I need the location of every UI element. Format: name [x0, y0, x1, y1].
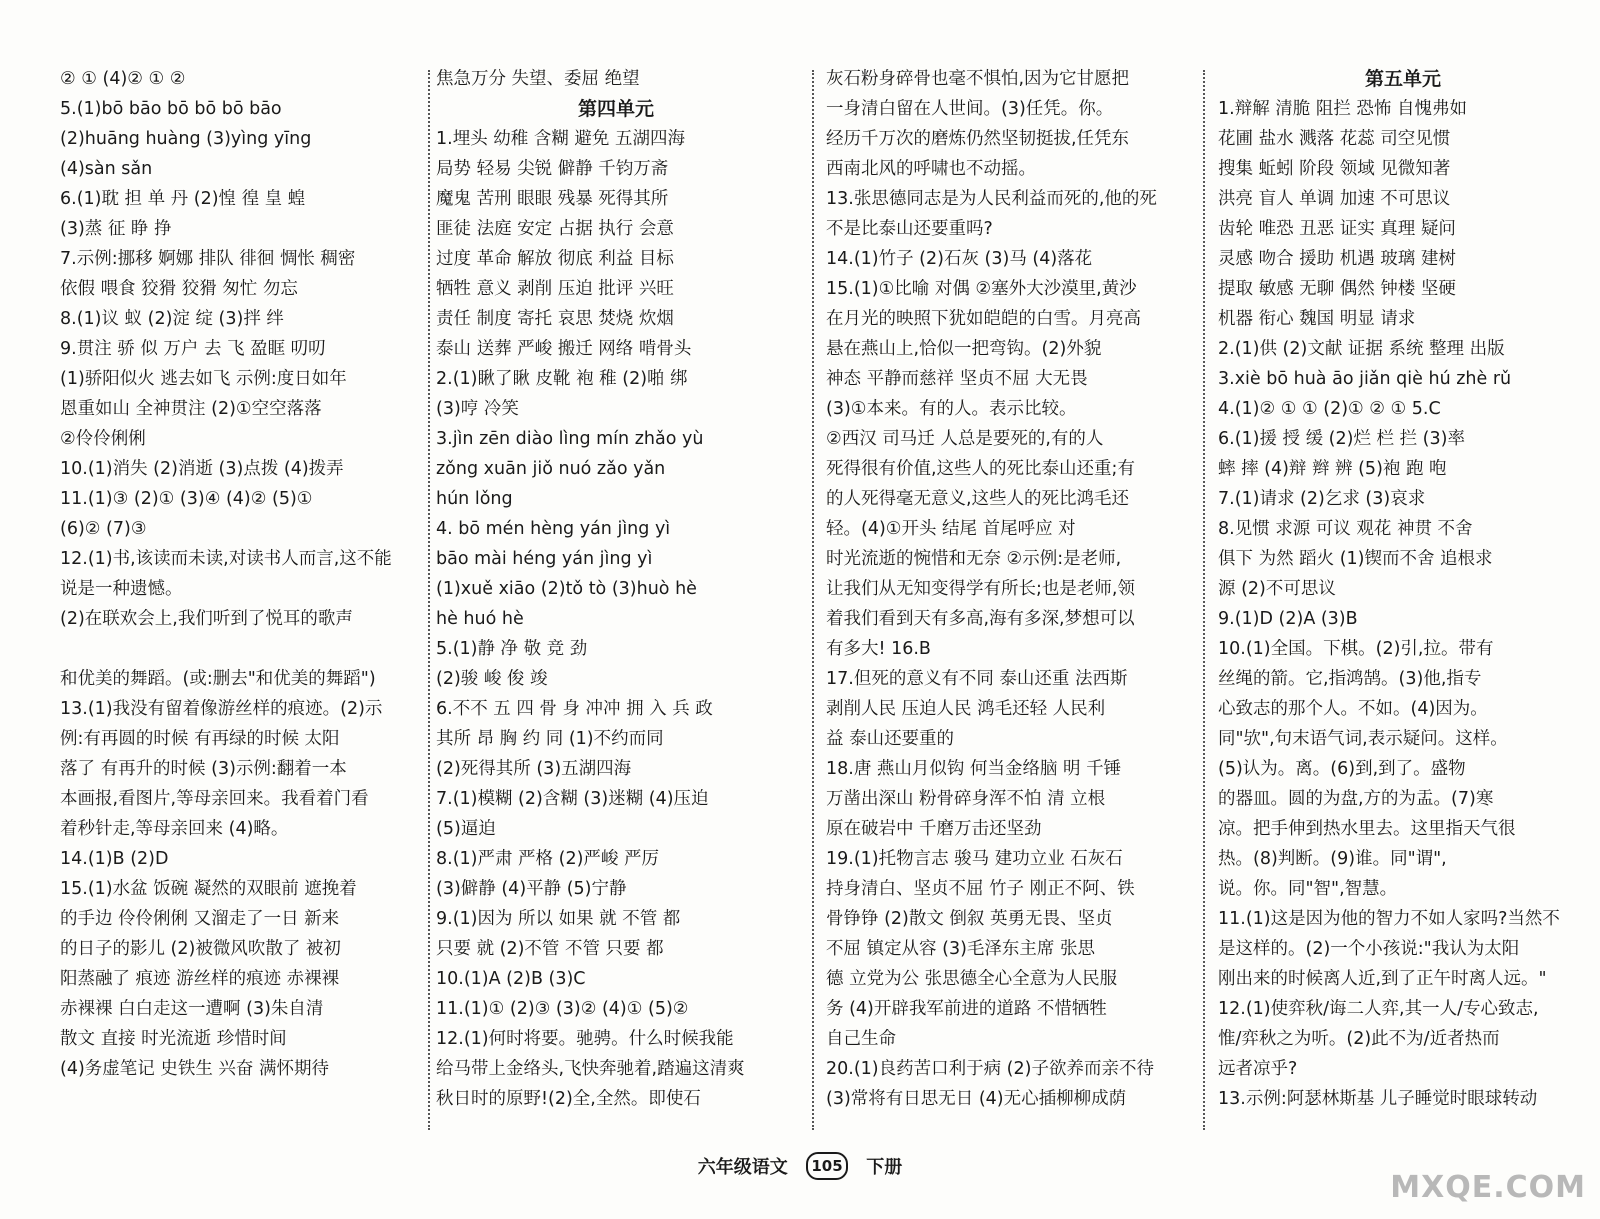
answer-line: 自己生命 — [826, 1029, 896, 1049]
answer-line: ②西汉 司马迁 人总是要死的,有的人 — [826, 429, 1104, 449]
answer-line: 6.(1)援 授 缓 (2)烂 栏 拦 (3)率 — [1218, 429, 1465, 449]
answer-line: 时光流逝的惋惜和无奈 ②示例:是老师, — [826, 549, 1122, 569]
answer-line: 提取 敏感 无聊 偶然 钟楼 坚硬 — [1218, 279, 1456, 299]
answer-line: hè huó hè — [436, 609, 524, 629]
answer-line: 9.贯注 骄 似 万户 去 飞 盈眶 叨叨 — [60, 339, 326, 359]
answer-line: 7.(1)模糊 (2)含糊 (3)迷糊 (4)压迫 — [436, 789, 709, 809]
answer-line: 原在破岩中 千磨万击还坚劲 — [826, 819, 1042, 839]
answer-line: 着秒针走,等母亲回来 (4)略。 — [60, 819, 289, 839]
answer-line: 2.(1)供 (2)文献 证据 系统 整理 出版 — [1218, 339, 1505, 359]
answer-line — [60, 634, 422, 664]
answer-line: 9.(1)因为 所以 如果 就 不管 都 — [436, 909, 681, 929]
answer-line: 搜集 蚯蚓 阶段 领域 见微知著 — [1218, 159, 1451, 179]
answer-line: 丝绳的箭。它,指鸿鹄。(3)他,指专 — [1218, 669, 1482, 689]
answer-line: 6.不不 五 四 骨 身 冲冲 拥 入 兵 政 — [436, 699, 713, 719]
answer-line: 6.(1)耽 担 单 丹 (2)惶 徨 皇 蝗 — [60, 189, 306, 209]
answer-line: 7.(1)请求 (2)乞求 (3)哀求 — [1218, 489, 1426, 509]
answer-line: 赤裸裸 白白走这一遭啊 (3)朱自清 — [60, 999, 324, 1019]
answer-line: 骨铮铮 (2)散文 倒叙 英勇无畏、坚贞 — [826, 909, 1113, 929]
page-number: 105 — [806, 1152, 848, 1180]
answer-line: 机器 衔心 魏国 明显 请求 — [1218, 309, 1416, 329]
answer-line: 责任 制度 寄托 哀思 焚烧 炊烟 — [436, 309, 674, 329]
answer-line: 12.(1)使弈秋/诲二人弈,其一人/专心致志, — [1218, 999, 1539, 1019]
column-divider — [1203, 70, 1205, 1130]
answer-line: 10.(1)消失 (2)消逝 (3)点拨 (4)拨弄 — [60, 459, 344, 479]
answer-line: 14.(1)竹子 (2)石灰 (3)马 (4)落花 — [826, 249, 1093, 269]
answer-line: 2.(1)瞅了瞅 皮靴 袍 稚 (2)啪 绑 — [436, 369, 688, 389]
answer-line: 泰山 送葬 严峻 搬迁 网络 啃骨头 — [436, 339, 692, 359]
answer-line: (3)①本来。有的人。表示比较。 — [826, 399, 1077, 419]
answer-line: 例:有再圆的时候 有再绿的时候 太阳 — [60, 729, 340, 749]
answer-line: 3.jìn zēn diào lìng mín zhǎo yù — [436, 429, 704, 449]
answer-line: 死得很有价值,这些人的死比泰山还重;有 — [826, 459, 1135, 479]
unit-title: 第四单元 — [577, 98, 654, 120]
answer-line: (2)在联欢会上,我们听到了悦耳的歌声 — [60, 609, 353, 629]
answer-line: 不是比泰山还要重吗? — [826, 219, 993, 239]
answer-line: 惟/弈秋之为听。(2)此不为/近者热而 — [1218, 1029, 1500, 1049]
answer-line: 花圃 盐水 溅落 花蕊 司空见惯 — [1218, 129, 1451, 149]
answer-line: 的器皿。圆的为盘,方的为盂。(7)寒 — [1218, 789, 1494, 809]
answer-line: hún lǒng — [436, 489, 513, 509]
answer-line: 凉。把手伸到热水里去。这里指天气很 — [1218, 819, 1516, 839]
answer-line: 轻。(4)①开头 结尾 首尾呼应 对 — [826, 519, 1076, 539]
answer-line: 散文 直接 时光流逝 珍惜时间 — [60, 1029, 287, 1049]
answer-line: (2)死得其所 (3)五湖四海 — [436, 759, 632, 779]
answer-column-4 — [1218, 64, 1588, 1114]
answer-line: 8.(1)议 蚁 (2)淀 绽 (3)拌 绊 — [60, 309, 284, 329]
answer-line: 秋日时的原野!(2)全,全然。即使石 — [436, 1089, 701, 1109]
answer-line: 焦急万分 失望、委屈 绝望 — [436, 69, 640, 89]
answer-line: 1.辩解 清脆 阻拦 恐怖 自愧弗如 — [1218, 99, 1467, 119]
answer-line: 3.xiè bō huà āo jiǎn qiè hú zhè rǔ — [1218, 369, 1512, 389]
answer-line: 20.(1)良药苦口利于病 (2)子欲养而亲不待 — [826, 1059, 1154, 1079]
answer-line: zǒng xuān jiǒ nuó zǎo yǎn — [436, 459, 666, 479]
answer-line: 洪亮 盲人 单调 加速 不可思议 — [1218, 189, 1451, 209]
unit-title: 第五单元 — [1364, 68, 1441, 90]
footer-grade-subject: 六年级语文 — [697, 1157, 788, 1178]
answer-line: (3)常将有日思无日 (4)无心插柳柳成荫 — [826, 1089, 1127, 1109]
answer-line: 是这样的。(2)一个小孩说:"我认为太阳 — [1218, 939, 1520, 959]
answer-line: 蟀 摔 (4)辩 辫 辨 (5)袍 跑 咆 — [1218, 459, 1447, 479]
answer-line: 13.张思德同志是为人民利益而死的,他的死 — [826, 189, 1157, 209]
answer-line: 落了 有再升的时候 (3)示例:翻着一本 — [60, 759, 347, 779]
footer-volume: 下册 — [866, 1157, 903, 1178]
answer-line: 不屈 镇定从容 (3)毛泽东主席 张思 — [826, 939, 1095, 959]
answer-line: 说。你。同"智",智慧。 — [1218, 879, 1398, 899]
answer-line: 9.(1)D (2)A (3)B — [1218, 609, 1358, 629]
answer-line: 1.埋头 幼稚 含糊 避免 五湖四海 — [436, 129, 685, 149]
answer-line: 和优美的舞蹈。(或:删去"和优美的舞蹈") — [60, 669, 376, 689]
answer-line: 在月光的映照下犹如皑皑的白雪。月亮高 — [826, 309, 1141, 329]
answer-line: 万凿出深山 粉骨碎身浑不怕 清 立根 — [826, 789, 1106, 809]
answer-line: 灰石粉身碎骨也毫不惧怕,因为它甘愿把 — [826, 69, 1130, 89]
answer-line: 益 泰山还要重的 — [826, 729, 955, 749]
answer-line: 依假 喂食 狡猾 狡猾 匆忙 勿忘 — [60, 279, 298, 299]
answer-line: 魔鬼 苦刑 眼眼 残暴 死得其所 — [436, 189, 669, 209]
answer-line: 牺牲 意义 剥削 压迫 批评 兴旺 — [436, 279, 674, 299]
column-divider — [812, 70, 814, 1130]
answer-column-3 — [826, 64, 1188, 1114]
answer-line: (1)xuě xiāo (2)tǒ tò (3)huò hè — [436, 579, 697, 599]
answer-line: 有多大! 16.B — [826, 639, 931, 659]
answer-line: 说是一种遗憾。 — [60, 579, 183, 599]
answer-line: 西南北风的呼啸也不动摇。 — [826, 159, 1036, 179]
answer-line: 持身清白、坚贞不屈 竹子 刚正不阿、铁 — [826, 879, 1135, 899]
answer-line: 匪徒 法庭 安定 占据 执行 会意 — [436, 219, 674, 239]
answer-line: 13.(1)我没有留着像游丝样的痕迹。(2)示 — [60, 699, 383, 719]
answer-line: 经历千万次的磨炼仍然坚韧挺拔,任凭东 — [826, 129, 1130, 149]
answer-line: 13.示例:阿瑟林斯基 儿子睡觉时眼球转动 — [1218, 1089, 1538, 1109]
answer-line: 刚出来的时候离人近,到了正午时离人远。" — [1218, 969, 1547, 989]
answer-line: 11.(1)这是因为他的智力不如人家吗?当然不 — [1218, 909, 1560, 929]
answer-line: (4)sàn sǎn — [60, 159, 153, 179]
answer-line: 其所 昂 胸 约 同 (1)不约而同 — [436, 729, 664, 749]
watermark: MXQE.COM — [1390, 1170, 1586, 1205]
answer-column-1 — [60, 64, 422, 1084]
answer-line: ② ① (4)② ① ② — [60, 69, 186, 89]
answer-line: 灵感 吻合 援助 机遇 玻璃 建树 — [1218, 249, 1456, 269]
answer-line: 4.(1)② ① ① (2)① ② ① 5.C — [1218, 399, 1441, 419]
answer-line: 12.(1)何时将要。驰骋。什么时候我能 — [436, 1029, 734, 1049]
answer-line: 的日子的影儿 (2)被微风吹散了 被初 — [60, 939, 341, 959]
answer-line: (4)务虚笔记 史铁生 兴奋 满怀期待 — [60, 1059, 329, 1079]
answer-line: 剥削人民 压迫人民 鸿毛还轻 人民利 — [826, 699, 1106, 719]
answer-line: 齿轮 唯恐 丑恶 证实 真理 疑问 — [1218, 219, 1456, 239]
answer-line: 着我们看到天有多高,海有多深,梦想可以 — [826, 609, 1135, 629]
answer-line: 15.(1)水盆 饭碗 凝然的双眼前 遮挽着 — [60, 879, 357, 899]
answer-line: 局势 轻易 尖锐 僻静 千钧万斋 — [436, 159, 669, 179]
answer-line: (3)哼 冷笑 — [436, 399, 519, 419]
answer-line: 心致志的那个人。不如。(4)因为。 — [1218, 699, 1488, 719]
answer-line: 务 (4)开辟我军前进的道路 不惜牺牲 — [826, 999, 1107, 1019]
answer-line: 8.(1)严肃 严格 (2)严峻 严厉 — [436, 849, 659, 869]
answer-line: 德 立党为公 张思德全心全意为人民服 — [826, 969, 1118, 989]
answer-line: 4. bō mén hèng yán jìng yì — [436, 519, 671, 539]
answer-line: 同"欤",句末语气词,表示疑问。这样。 — [1218, 729, 1508, 749]
answer-line: 阳蒸融了 痕迹 游丝样的痕迹 赤裸裸 — [60, 969, 340, 989]
answer-line: 14.(1)B (2)D — [60, 849, 169, 869]
answer-column-2 — [436, 64, 796, 1114]
answer-line: 本画报,看图片,等母亲回来。我看着门看 — [60, 789, 369, 809]
answer-line: 5.(1)静 净 敬 竞 劲 — [436, 639, 588, 659]
answer-line: ②伶伶俐俐 — [60, 429, 146, 449]
answer-line: (2)骏 峻 俊 竣 — [436, 669, 548, 689]
answer-line: 12.(1)书,该读而未读,对读书人而言,这不能 — [60, 549, 392, 569]
column-divider — [428, 70, 430, 1130]
answer-line: 悬在燕山上,恰似一把弯钩。(2)外貌 — [826, 339, 1102, 359]
answer-line: 远者凉乎? — [1218, 1059, 1298, 1079]
answer-line: 10.(1)全国。下棋。(2)引,拉。带有 — [1218, 639, 1494, 659]
answer-line: 17.但死的意义有不同 泰山还重 法西斯 — [826, 669, 1128, 689]
answer-line: 俱下 为然 蹈火 (1)锲而不舍 追根求 — [1218, 549, 1493, 569]
answer-line: (5)认为。离。(6)到,到了。盛物 — [1218, 759, 1466, 779]
answer-line: 的手边 伶伶俐俐 又溜走了一日 新来 — [60, 909, 340, 929]
answer-line: (2)huāng huàng (3)yìng yīng — [60, 129, 312, 149]
answer-line: (1)骄阳似火 逃去如飞 示例:度日如年 — [60, 369, 347, 389]
answer-line: 源 (2)不可思议 — [1218, 579, 1336, 599]
answer-line: 让我们从无知变得学有所长;也是老师,领 — [826, 579, 1135, 599]
answer-line: 一身清白留在人世间。(3)任凭。你。 — [826, 99, 1114, 119]
answer-line: 恩重如山 全神贯注 (2)①空空落落 — [60, 399, 322, 419]
answer-line: 热。(8)判断。(9)谁。同"谓", — [1218, 849, 1447, 869]
answer-line: 只要 就 (2)不管 不管 只要 都 — [436, 939, 664, 959]
answer-line: 10.(1)A (2)B (3)C — [436, 969, 586, 989]
answer-line: 11.(1)③ (2)① (3)④ (4)② (5)① — [60, 489, 313, 509]
answer-line: 给马带上金络头,飞快奔驰着,踏遍这清爽 — [436, 1059, 745, 1079]
answer-line: bāo mài héng yán jìng yì — [436, 549, 653, 569]
answer-line: (3)僻静 (4)平静 (5)宁静 — [436, 879, 627, 899]
answer-line: 11.(1)① (2)③ (3)② (4)① (5)② — [436, 999, 689, 1019]
answer-line: (5)逼迫 — [436, 819, 496, 839]
answer-line: 的人死得毫无意义,这些人的死比鸿毛还 — [826, 489, 1130, 509]
answer-line: 5.(1)bō bāo bō bō bō bāo — [60, 99, 282, 119]
answer-line: 19.(1)托物言志 骏马 建功立业 石灰石 — [826, 849, 1123, 869]
answer-line: 过度 革命 解放 彻底 利益 目标 — [436, 249, 674, 269]
answer-line: 18.唐 燕山月似钩 何当金络脑 明 千锤 — [826, 759, 1122, 779]
page-footer — [0, 1152, 1600, 1180]
answer-line: (6)② (7)③ — [60, 519, 147, 539]
answer-line: 15.(1)①比喻 对偶 ②塞外大沙漠里,黄沙 — [826, 279, 1137, 299]
answer-line: 神态 平静而慈祥 坚贞不屈 大无畏 — [826, 369, 1088, 389]
answer-line: (3)蒸 征 睁 挣 — [60, 219, 172, 239]
answer-line: 8.见惯 求源 可议 观花 神贯 不舍 — [1218, 519, 1473, 539]
answer-line: 7.示例:挪移 婀娜 排队 徘徊 惆怅 稠密 — [60, 249, 356, 269]
